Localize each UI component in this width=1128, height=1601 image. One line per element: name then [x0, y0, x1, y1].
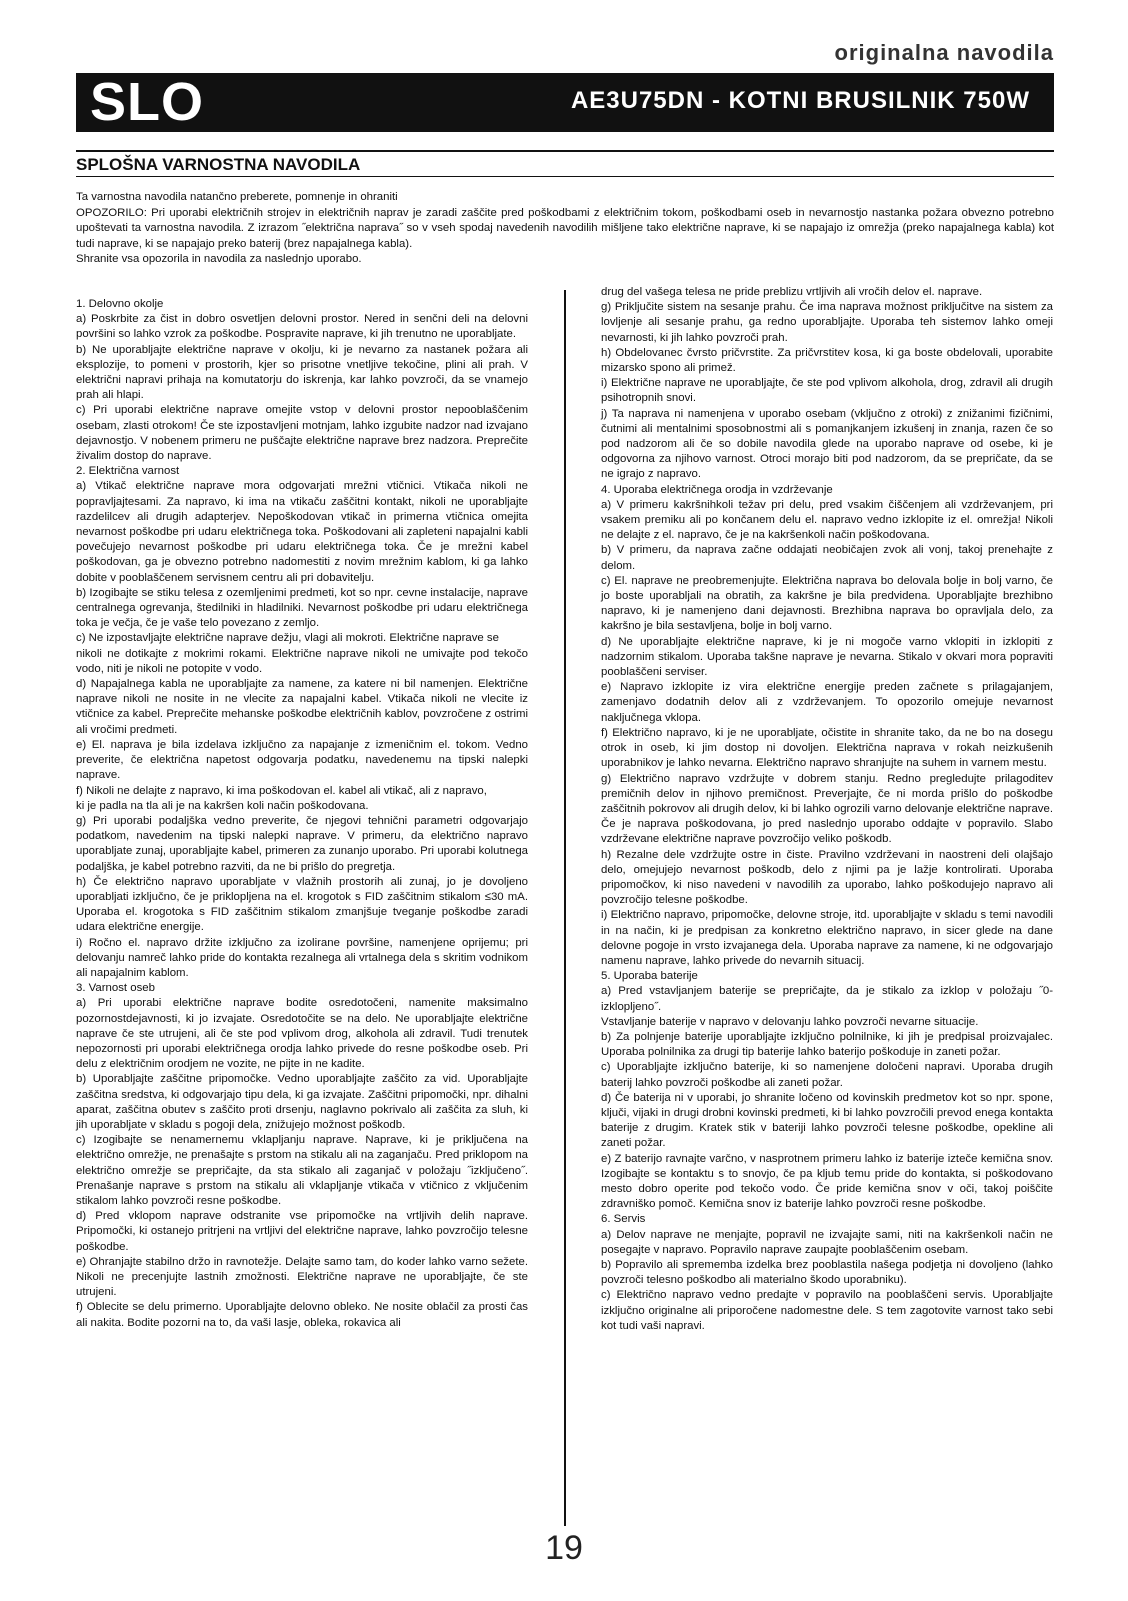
paragraph: b) Uporabljajte zaščitne pripomočke. Vedno uporabljajte zaščito za vid. Uporabljajte zaščitna sredstva, ki odgovarjajo tipu dela, ki ga izvajate. Zaščitni pripomočki, npr. dihalni aparat, zaščitna obutev s zaščito proti drsenju, naglavno pokrivalo ali zaščita za sluh, ki jih uporabljate v skladu s pogoji dela, znižujejo možnost poškodb. [76, 1073, 528, 1131]
paragraph: h) Rezalne dele vzdržujte ostre in čiste. Pravilno vzdrževani in naostreni deli olajšajo delo, omejujejo nevarnost poškodb, delo z njimi pa je lažje kontrolirati. Uporaba pripomočkov, ki niso navedeni v navodilih za uporabo, lahko poškodujejo napravo ali povzročijo telesne poškodbe. [601, 848, 1053, 907]
paragraph: 4. Uporaba električnega orodja in vzdrževanje [601, 483, 833, 496]
paragraph: d) Pred vklopom naprave odstranite vse pripomočke na vrtljivih delih naprave. Pripomočki, ki ostanejo pritrjeni na vrtljivi del električne naprave, lahko povzročijo telesne poškodbe. [76, 1210, 528, 1253]
paragraph: f) Električno napravo, ki je ne uporabljate, očistite in shranite tako, da ne bo na dosegu otrok in oseb, ki jim dostop ni dovoljen. Električna naprava v rokah neizkušenih uporabnikov je lahko nevarna. Električno napravo shranjujte na suhem in varnem mestu. [601, 726, 1053, 770]
paragraph: a) Delov naprave ne menjajte, popravil ne izvajajte sami, niti na kakršenkoli način ne posegajte v napravo. Popravilo naprave zaupajte pooblaščenim osebam. [601, 1228, 1053, 1256]
left-text-column [76, 297, 528, 1331]
section-heading [76, 150, 1054, 175]
paragraph: e) Napravo izklopite iz vira električne energije preden začnete s prilagajanjem, zamenjavo dodatnih delov ali z vzdrževanjem. To opozorilo omejuje nevarnost naključnega vklopa. [601, 681, 1053, 724]
paragraph: c) Pri uporabi električne naprave omejite vstop v delovni prostor nepooblaščenim osebam, zlasti otrokom! Če ste izpostavljeni motnjam, lahko izgubite nadzor nad izvajano dejavnostjo. V nobenem primeru ne puščajte električne naprave brez nadzora. Preprečite živalim dostop do naprave. [76, 404, 528, 463]
paragraph: drug del vašega telesa ne pride preblizu vrtljivih ali vročih delov el. naprave. [601, 286, 983, 298]
intro-paragraph: Ta varnostna navodila natančno preberete, pomnenje in ohraniti [76, 191, 398, 203]
paragraph: d) Napajalnega kabla ne uporabljajte za namene, za katere ni bil namenjen. Električne naprave nikoli ne nosite in ne vlecite za napajalni kabel. Vtikača nikoli ne vlecite iz vtičnice za kabel. Preprečite mehanske poškodbe električnih kablov, povzročene z ostrimi ali vročimi predmeti. [76, 678, 528, 736]
paragraph: i) Ročno el. napravo držite izključno za izolirane površine, namenjene oprijemu; pri delovanju namreč lahko pride do kontakta rezalnega ali vrtalnega dela s skritim vodnikom ali napajalnim kablom. [76, 936, 528, 979]
column-divider [564, 290, 566, 1526]
title-banner [76, 73, 1054, 132]
product-title: AE3U75DN - KOTNI BRUSILNIK 750W [570, 87, 1030, 114]
paragraph: 5. Uporaba baterije [601, 970, 698, 983]
paragraph: nikoli ne dotikajte z mokrimi rokami. Električne naprave nikoli ne umivajte pod tekočo vodo, niti je nikoli ne potopite v vodo. [76, 647, 528, 675]
paragraph: b) Popravilo ali sprememba izdelka brez pooblastila našega podjetja ni dovoljeno (lahko povzroči telesno poškodbo ali materialno škodo uporabniku). [601, 1259, 1053, 1287]
intro-paragraph: Shranite vsa opozorila in navodila za naslednjo uporabo. [76, 253, 362, 266]
right-text-column [601, 285, 1053, 1334]
paragraph: d) Ne uporabljajte električne naprave, ki je ni mogoče varno vklopiti in izklopiti z nadzornim stikalom. Uporaba takšne naprave je nevarna. Stikalo v okvari mora popraviti pooblaščeni serviser. [601, 635, 1053, 679]
section-underline [76, 176, 1054, 177]
paragraph: f) Nikoli ne delajte z napravo, ki ima poškodovan el. kabel ali vtikač, ali z napravo, [76, 784, 487, 797]
intro-paragraph: OPOZORILO: Pri uporabi električnih strojev in električnih naprav je zaradi zaščite pred poškodbami z električnim tokom, poškodbami oseb in nevarnostjo nastanka požara obvezno potrebno upoštevati ta varnostna navodila. Z izrazom ˝električna naprava˝ so v vseh spodaj navedenih navodilih mišljene tako električne naprave, ki se napajajo iz omrežja (preko napajalnega kabla) kot tudi naprave, ki se napajajo preko baterij (brez napajalnega kabla). [76, 206, 1054, 250]
page-number: 19 [545, 1529, 583, 1567]
paragraph: a) Pred vstavljanjem baterije se prepričajte, da je stikalo za izklop v položaju ˝0- izklopljeno˝. [601, 985, 1053, 1013]
paragraph: c) El. naprave ne preobremenjujte. Električna naprava bo delovala bolje in bolj varno, če jo boste uporabljali na obratih, za kakršne je bila predvidena. Uporabljajte brezhibno napravo, ki je namenjeno dani dejavnosti. Brezhibna naprava bo opravljala delo, za kakršno je bila sestavljena, bolje in bolj varno. [601, 574, 1053, 633]
paragraph: a) V primeru kakršnihkoli težav pri delu, pred vsakim čiščenjem ali vzdrževanjem, pri vsakem premiku ali po končanem delu el. napravo vedno izklopite iz el. omrežja! Nikoli ne delajte z el. napravo, če je na kakršenkoli način poškodovana. [601, 498, 1053, 542]
paragraph: c) Električno napravo vedno predajte v popravilo na pooblaščeni servis. Uporabljajte izključno originalne ali priporočene nadomestne dele. S tem zagotovite varnost tako sebi kot tudi vaši napravi. [601, 1289, 1053, 1332]
intro-text [76, 190, 1054, 268]
language-code: SLO [90, 72, 205, 132]
paragraph: i) Električne naprave ne uporabljajte, če ste pod vplivom alkohola, drog, zdravil ali drugih psihotropnih snovi. [601, 377, 1053, 405]
paragraph: 6. Servis [601, 1213, 646, 1226]
paragraph: e) Z baterijo ravnajte varčno, v nasprotnem primeru lahko iz baterije izteče kemična snov. Izogibajte se kontaktu s to snovjo, če pa kljub temu pride do kontakta, si poškodovano mesto dobro operite pod tekočo vodo. Če pride kemična snov v oči, takoj poiščite zdravniško pomoč. Kemična snov iz baterije lahko povzroči resne poškodbe. [601, 1152, 1053, 1211]
paragraph: a) Vtikač električne naprave mora odgovarjati mrežni vtičnici. Vtikača nikoli ne popravljajtesami. Za napravo, ki ima na vtikaču zaščitni kontakt, nikoli ne uporabljajte razdelilcev ali drugih adapterjev. Nepoškodovan vtikač in primerna vtičnica omejita nevarnost poškodbe pri udaru električnega toka. Poškodovani ali zapleteni napajalni kabli povečujejo nevarnost poškodbe pri udaru električnega toka. Če je mrežni kabel poškodovan, ga je obvezno potrebno nadomestiti z novim mrežnim kablom, ki ga lahko dobite v pooblaščenem servisnem centru ali pri dobavitelju. [76, 480, 528, 584]
paragraph: b) Za polnjenje baterije uporabljajte izključno polnilnike, ki jih je predpisal proizvajalec. Uporaba polnilnika za drugi tip baterije lahko baterijo poškoduje in zaneti požar. [601, 1030, 1053, 1059]
paragraph: i) Električno napravo, pripomočke, delovne stroje, itd. uporabljajte v skladu s temi navodili in na način, ki je predpisan za konkretno električno napravo, in sicer glede na dane delovne pogoje in vrsto izvajanega dela. Uporaba naprave za namene, ki ne odgovarjajo namenu naprave, lahko privede do nevarnih situacij. [601, 909, 1053, 967]
paragraph: c) Izogibajte se nenamernemu vklapljanju naprave. Naprave, ki je priključena na električno omrežje, ne prenašajte s prstom na stikalu ali na zaganjaču. Pred priklopom na električno omrežje se prepričajte, da sta stikalo ali zaganjač v položaju ˝izključeno˝. Prenašanje naprave s prstom na stikalu ali vklapljanje vtikača v vtičnico z vključenim stikalom lahko povzroči resne poškodbe. [76, 1134, 528, 1207]
paragraph: 1. Delovno okolje [76, 298, 164, 310]
paragraph: b) Izogibajte se stiku telesa z ozemljenimi predmeti, kot so npr. cevne instalacije, naprave centralnega ogrevanja, štedilniki in hladilniki. Nevarnost poškodbe pri udaru električnega toka je večja, če je vaše telo povezano z zemljo. [76, 586, 528, 630]
paragraph: ki je padla na tla ali je na kakršen koli način poškodovana. [76, 799, 369, 812]
paragraph: c) Uporabljajte izključno baterije, ki so namenjene določeni napravi. Uporaba drugih baterij lahko povzroči poškodbe ali zaneti požar. [601, 1061, 1053, 1089]
paragraph: 2. Električna varnost [76, 465, 180, 478]
paragraph: c) Ne izpostavljajte električne naprave dežju, vlagi ali mokroti. Električne naprave se [76, 632, 499, 645]
paragraph: g) Električno napravo vzdržujte v dobrem stanju. Redno pregledujte prilagoditev premičnih delov in njihovo premičnost. Preverjajte, če ni morda prišlo do poškodbe zaščitnih pokrovov ali drugih delov, ki bi lahko ogrozili varno delovanje električne naprave. Če je naprava poškodovana, jo pred naslednjo uporabo oddajte v popravilo. Slabo vzdrževane električne naprave povzročijo veliko poškodb. [601, 772, 1053, 846]
paragraph: g) Priključite sistem na sesanje prahu. Če ima naprava možnost priključitve na sistem za lovljenje ali sesanje prahu, ga redno uporabljajte. Uporaba teh sistemov lahko omeji nevarnosti, ki jih lahko povzroči prah. [601, 301, 1053, 344]
paragraph: b) Ne uporabljajte električne naprave v okolju, ki je nevarno za nastanek požara ali eksplozije, to pomeni v prostorih, kjer so prisotne vnetljive tekočine, plini ali prah. V električni napravi prihaja na komutatorju do iskrenja, kar lahko povzroči, da se vnamejo prah ali hlapi. [76, 343, 528, 402]
paragraph: f) Oblecite se delu primerno. Uporabljajte delovno obleko. Ne nosite oblačil za prosti čas ali nakita. Bodite pozorni na to, da vaši lasje, obleka, rokavica ali [76, 1301, 528, 1329]
paragraph: h) Obdelovanec čvrsto pričvrstite. Za pričvrstitev kosa, ki ga boste obdelovali, uporabite mizarsko spono ali primež. [601, 346, 1053, 375]
paragraph: g) Pri uporabi podaljška vedno preverite, če njegovi tehnični parametri odgovarjajo podatkom, navedenim na tipski nalepki naprave. V primeru, da električno napravo uporabljate zunaj, uporabljajte kabel, primeren za zunanjo uporabo. Pri uporabi kolutnega podaljška, je kabel potrebno razviti, da ne bi prišlo do pregretja. [76, 814, 528, 873]
paragraph: Vstavljanje baterije v napravo v delovanju lahko povzroči nevarne situacije. [601, 1015, 979, 1028]
section-heading-text: SPLOŠNA VARNOSTNA NAVODILA [76, 155, 361, 174]
paragraph: b) V primeru, da naprava začne oddajati neobičajen zvok ali vonj, takoj prenehajte z delom. [601, 544, 1053, 572]
paragraph: j) Ta naprava ni namenjena v uporabo osebam (vključno z otroki) z znižanimi fizičnimi, čutnimi ali mentalnimi sposobnostmi ali s pomanjkanjem izkušenj in znanja, razen če so pod nadzorom ali če so dobile navodila glede na uporabo naprave od osebe, ki je odgovorna za njihovo varnost. Otroci morajo biti pod nadzorom, da se prepričate, da se ne igrajo z napravo. [601, 407, 1053, 481]
paragraph: a) Poskrbite za čist in dobro osvetljen delovni prostor. Nered in senčni deli na delovni površini so lahko vzrok za poškodbe. Pospravite naprave, ki jih trenutno ne uporabljate. [76, 313, 528, 341]
paragraph: d) Če baterija ni v uporabi, jo shranite ločeno od kovinskih predmetov kot so npr. spone, ključi, vijaki in drugi drobni kovinski predmeti, ki bi lahko povzročili prevod enega kontakta baterije z drugim. Kratek stik v bateriji lahko povzroči telesne poškodbe, opekline ali zaneti požar. [601, 1091, 1053, 1150]
paragraph: h) Če električno napravo uporabljate v vlažnih prostorih ali zunaj, jo je dovoljeno uporabljati izključno, če je priklopljena na el. krogotok s FID zaščitnim stikalom ≤30 mA. Uporaba el. krogotoka s FID zaščitnim stikalom zmanjšuje tveganje poškodbe zaradi udara električne energije. [76, 875, 528, 934]
paragraph: a) Pri uporabi električne naprave bodite osredotočeni, namenite maksimalno pozornostdejavnosti, ki jo izvajate. Osredotočite se na delo. Ne uporabljajte električne naprave če ste utrujeni, ali če ste pod vplivom drog, alkohola ali zdravil. Tudi trenutek nepozornosti pri uporabi električnega orodja lahko privede do resne poškodbe oseb. Pri delu z električnim orodjem ne vozite, ne pijte in ne kadite. [76, 997, 528, 1071]
paragraph: e) Ohranjajte stabilno držo in ravnotežje. Delajte samo tam, do koder lahko varno sežete. Nikoli ne precenjujte lastnih zmožnosti. Električne naprave ne uporabljajte, če ste utrujeni. [76, 1255, 528, 1299]
document-type-label: originalna navodila [834, 40, 1054, 65]
paragraph: e) El. naprava je bila izdelava izključno za napajanje z izmeničnim el. tokom. Vedno preverite, če električna napetost odgovarja podatku, navedenemu na tipski nalepki naprave. [76, 738, 528, 782]
paragraph: 3. Varnost oseb [76, 982, 155, 995]
